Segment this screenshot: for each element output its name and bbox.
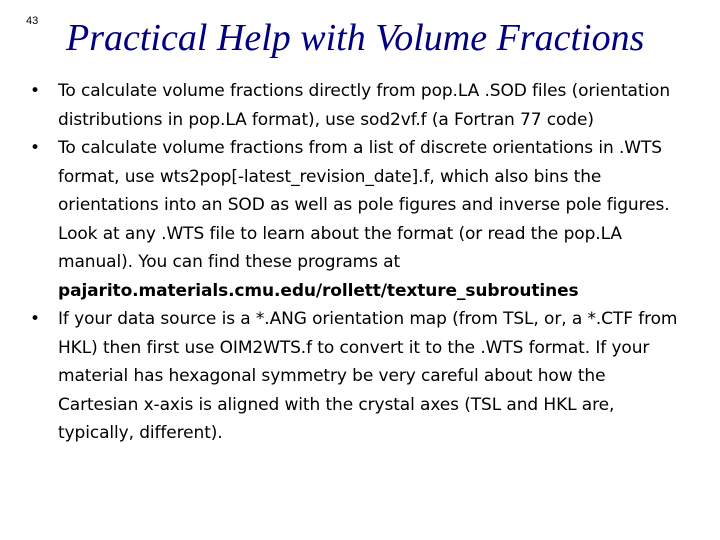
slide-title: Practical Help with Volume Fractions (66, 17, 645, 59)
bullet-item-sod2vf (30, 77, 690, 134)
slide-number: 43 (26, 15, 39, 27)
bullet-icon: • (30, 138, 40, 158)
bullet-text: If your data source is a *.ANG orientation map (from TSL, or, a *.CTF from HKL) then first use OIM2WTS.f to convert it to the .WTS format. If your material has hexagonal symmetry be very careful about how the Cartesian x-axis is aligned with the crystal axes (TSL and HKL are, typically, different). (58, 309, 678, 443)
bullet-icon: • (30, 309, 40, 329)
bullet-text: To calculate volume fractions from a list of discrete orientations in .WTS format, use wts2pop[-latest_revision_date].f, which also bins the orientations into an SOD as well as pole figures and inverse pole figures. Look at any .WTS file to learn about the format (or read the pop.LA manual). You can find these programs at (58, 138, 670, 272)
bullet-text: To calculate volume fractions directly from pop.LA .SOD files (orientation distributions in pop.LA format), use sod2vf.f (a Fortran 77 code) (58, 81, 671, 130)
bullet-icon: • (30, 81, 40, 101)
bullet-list (30, 77, 690, 448)
programs-url: pajarito.materials.cmu.edu/rollett/texture_subroutines (58, 280, 579, 301)
bullet-item-wts2pop (30, 134, 690, 305)
bullet-item-oim2wts (30, 305, 690, 448)
